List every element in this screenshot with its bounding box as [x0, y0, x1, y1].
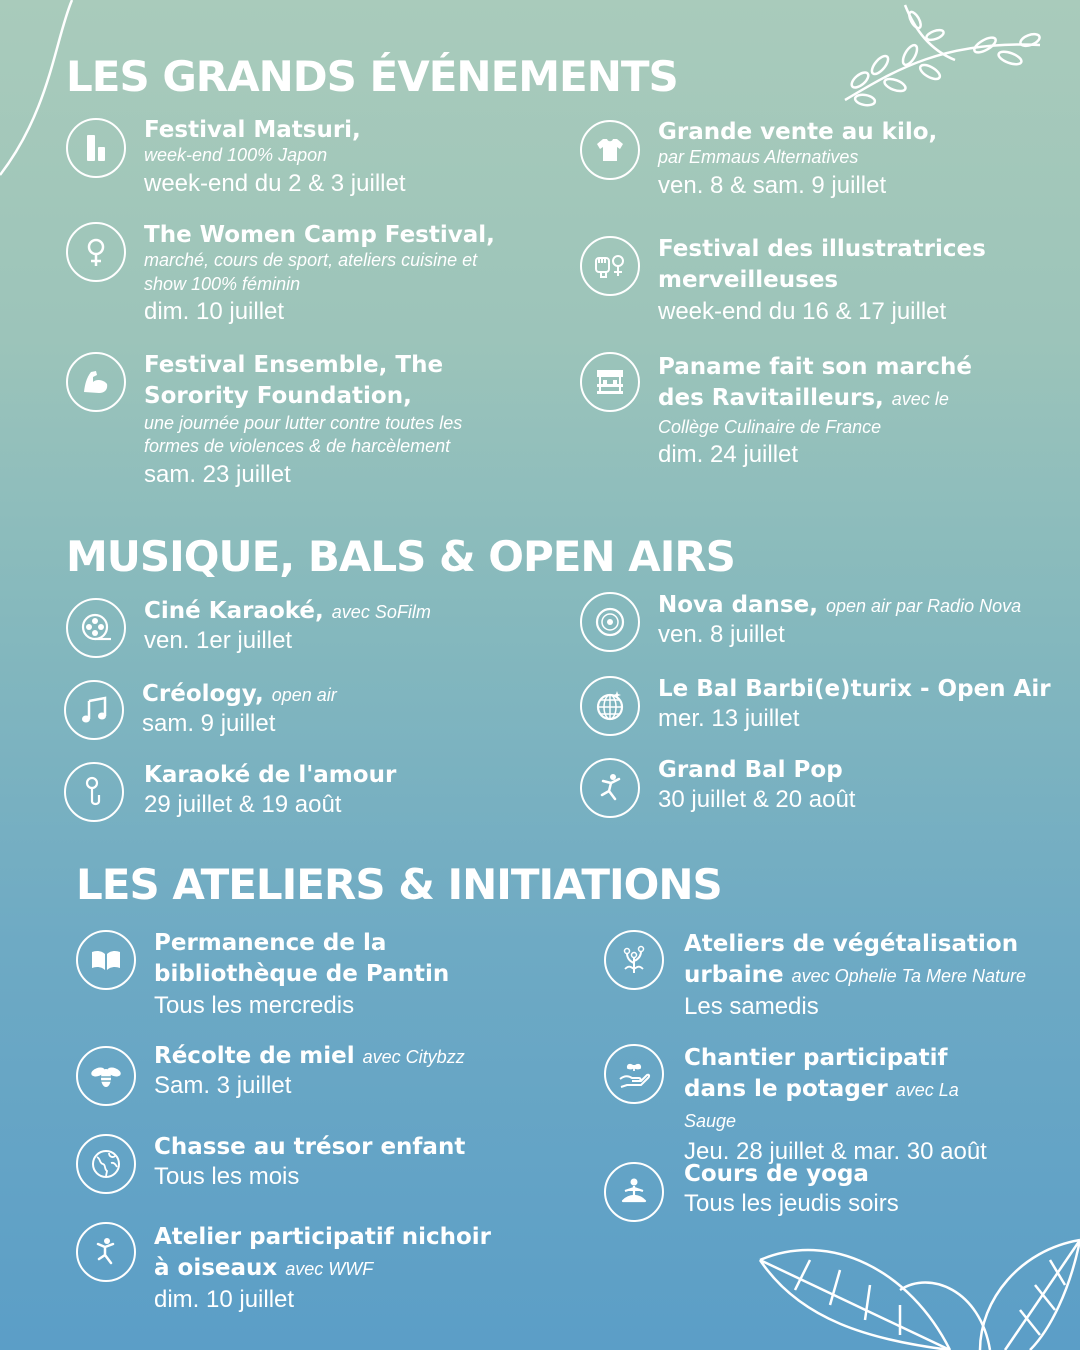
event-title: Grande vente au kilo, [658, 119, 938, 145]
atelier-title: Permanence de la bibliothèque de Pantin [154, 930, 450, 988]
atelier-title-text: Atelier participatif nichoir à oiseaux [154, 1224, 492, 1282]
fist-female-icon [580, 236, 640, 296]
event-title-text: Paname fait son marché des Ravitailleurs, [658, 354, 972, 412]
atelier-date: Tous les mois [154, 1163, 300, 1191]
music-date: ven. 8 juillet [658, 621, 785, 649]
muscle-arm-icon [66, 352, 126, 412]
music-date: sam. 9 juillet [142, 710, 276, 738]
music-title [144, 598, 544, 625]
dancer-icon [580, 758, 640, 818]
music-title-text: Ciné Karaoké, [144, 598, 324, 624]
atelier-date: Jeu. 28 juillet & mar. 30 août [684, 1138, 987, 1166]
atelier-title: Cours de yoga [684, 1161, 869, 1187]
atelier-title-suffix: avec La Sauge [684, 1080, 959, 1132]
atelier-date: Sam. 3 juillet [154, 1072, 292, 1100]
atelier-date: Les samedis [684, 993, 819, 1021]
atelier-title: Chasse au trésor enfant [154, 1134, 466, 1160]
female-sign-icon [66, 222, 126, 282]
market-stall-icon [580, 352, 640, 412]
atelier-title [684, 929, 1064, 991]
atelier-title-suffix: avec Citybzz [362, 1047, 465, 1067]
event-date: ven. 8 & sam. 9 juillet [658, 171, 887, 199]
event-description: une journée pour lutter contre toutes les formes de violences & de harcèlement [144, 413, 463, 457]
atelier-title-suffix: avec Ophelie Ta Mere Nature [791, 966, 1027, 987]
event-title: The Women Camp Festival, [144, 222, 495, 248]
section-title-ateliers: LES ATELIERS & INITIATIONS [76, 860, 722, 909]
film-reel-icon [66, 598, 126, 658]
event-date: dim. 24 juillet [658, 441, 799, 469]
atelier-title-text: Chantier participatif dans le potager [684, 1045, 948, 1103]
atelier-title [154, 1043, 554, 1070]
vinyl-record-icon [580, 592, 640, 652]
music-title-suffix: open air [271, 685, 337, 705]
plant-sprout-icon [604, 930, 664, 990]
atelier-title-suffix: avec WWF [285, 1259, 374, 1280]
music-note-icon [64, 680, 124, 740]
leaves-decoration-icon [750, 1230, 1080, 1350]
bee-icon [76, 1046, 136, 1106]
yoga-icon [604, 1162, 664, 1222]
globe-icon [76, 1134, 136, 1194]
event-date: sam. 23 juillet [144, 460, 291, 488]
music-title-suffix: open air par Radio Nova [825, 596, 1022, 616]
event-title [658, 352, 988, 414]
atelier-title-text: Ateliers de végétalisation urbaine [684, 931, 1019, 989]
music-title: Grand Bal Pop [658, 757, 843, 783]
hand-plant-icon [604, 1044, 664, 1104]
atelier-date: Tous les mercredis [154, 992, 355, 1020]
disco-ball-icon [580, 676, 640, 736]
event-date: dim. 10 juillet [144, 297, 285, 325]
bottle-icon [66, 118, 126, 178]
section-title-events: LES GRANDS ÉVÉNEMENTS [66, 52, 678, 101]
music-title-text: Nova danse, [658, 592, 818, 618]
atelier-date: dim. 10 juillet [154, 1286, 295, 1314]
atelier-title [684, 1043, 1014, 1136]
tshirt-icon [580, 120, 640, 180]
atelier-date: Tous les jeudis soirs [684, 1190, 899, 1218]
music-date: mer. 13 juillet [658, 705, 800, 733]
event-title-suffix: avec le [891, 389, 949, 410]
event-description: marché, cours de sport, ateliers cuisine et show 100% féminin [144, 250, 478, 294]
music-date: 30 juillet & 20 août [658, 786, 856, 814]
event-date: week-end du 2 & 3 juillet [144, 169, 406, 197]
event-date: week-end du 16 & 17 juillet [658, 298, 947, 326]
music-date: ven. 1er juillet [144, 627, 293, 655]
event-title: Festival Matsuri, [144, 117, 361, 143]
music-title-text: Créology, [142, 681, 264, 707]
event-description: Collège Culinaire de France [658, 417, 882, 438]
music-title [658, 592, 1058, 619]
open-book-icon [76, 930, 136, 990]
music-title: Le Bal Barbi(e)turix - Open Air [658, 676, 1051, 702]
branch-decoration-icon [835, 0, 1050, 110]
section-title-music: MUSIQUE, BALS & OPEN AIRS [66, 532, 735, 581]
music-title [142, 681, 542, 708]
event-title: Festival des illustratrices merveilleuses [658, 236, 986, 294]
event-description: week-end 100% Japon [144, 145, 328, 166]
event-title: Festival Ensemble, The Sorority Foundation, [144, 352, 444, 410]
music-date: 29 juillet & 19 août [144, 791, 342, 819]
music-title: Karaoké de l'amour [144, 762, 397, 788]
atelier-title [154, 1222, 494, 1284]
event-description: par Emmaus Alternatives [658, 147, 859, 168]
jumping-person-icon [76, 1222, 136, 1282]
music-title-suffix: avec SoFilm [331, 602, 431, 622]
atelier-title-text: Récolte de miel [154, 1043, 355, 1069]
microphone-icon [64, 762, 124, 822]
